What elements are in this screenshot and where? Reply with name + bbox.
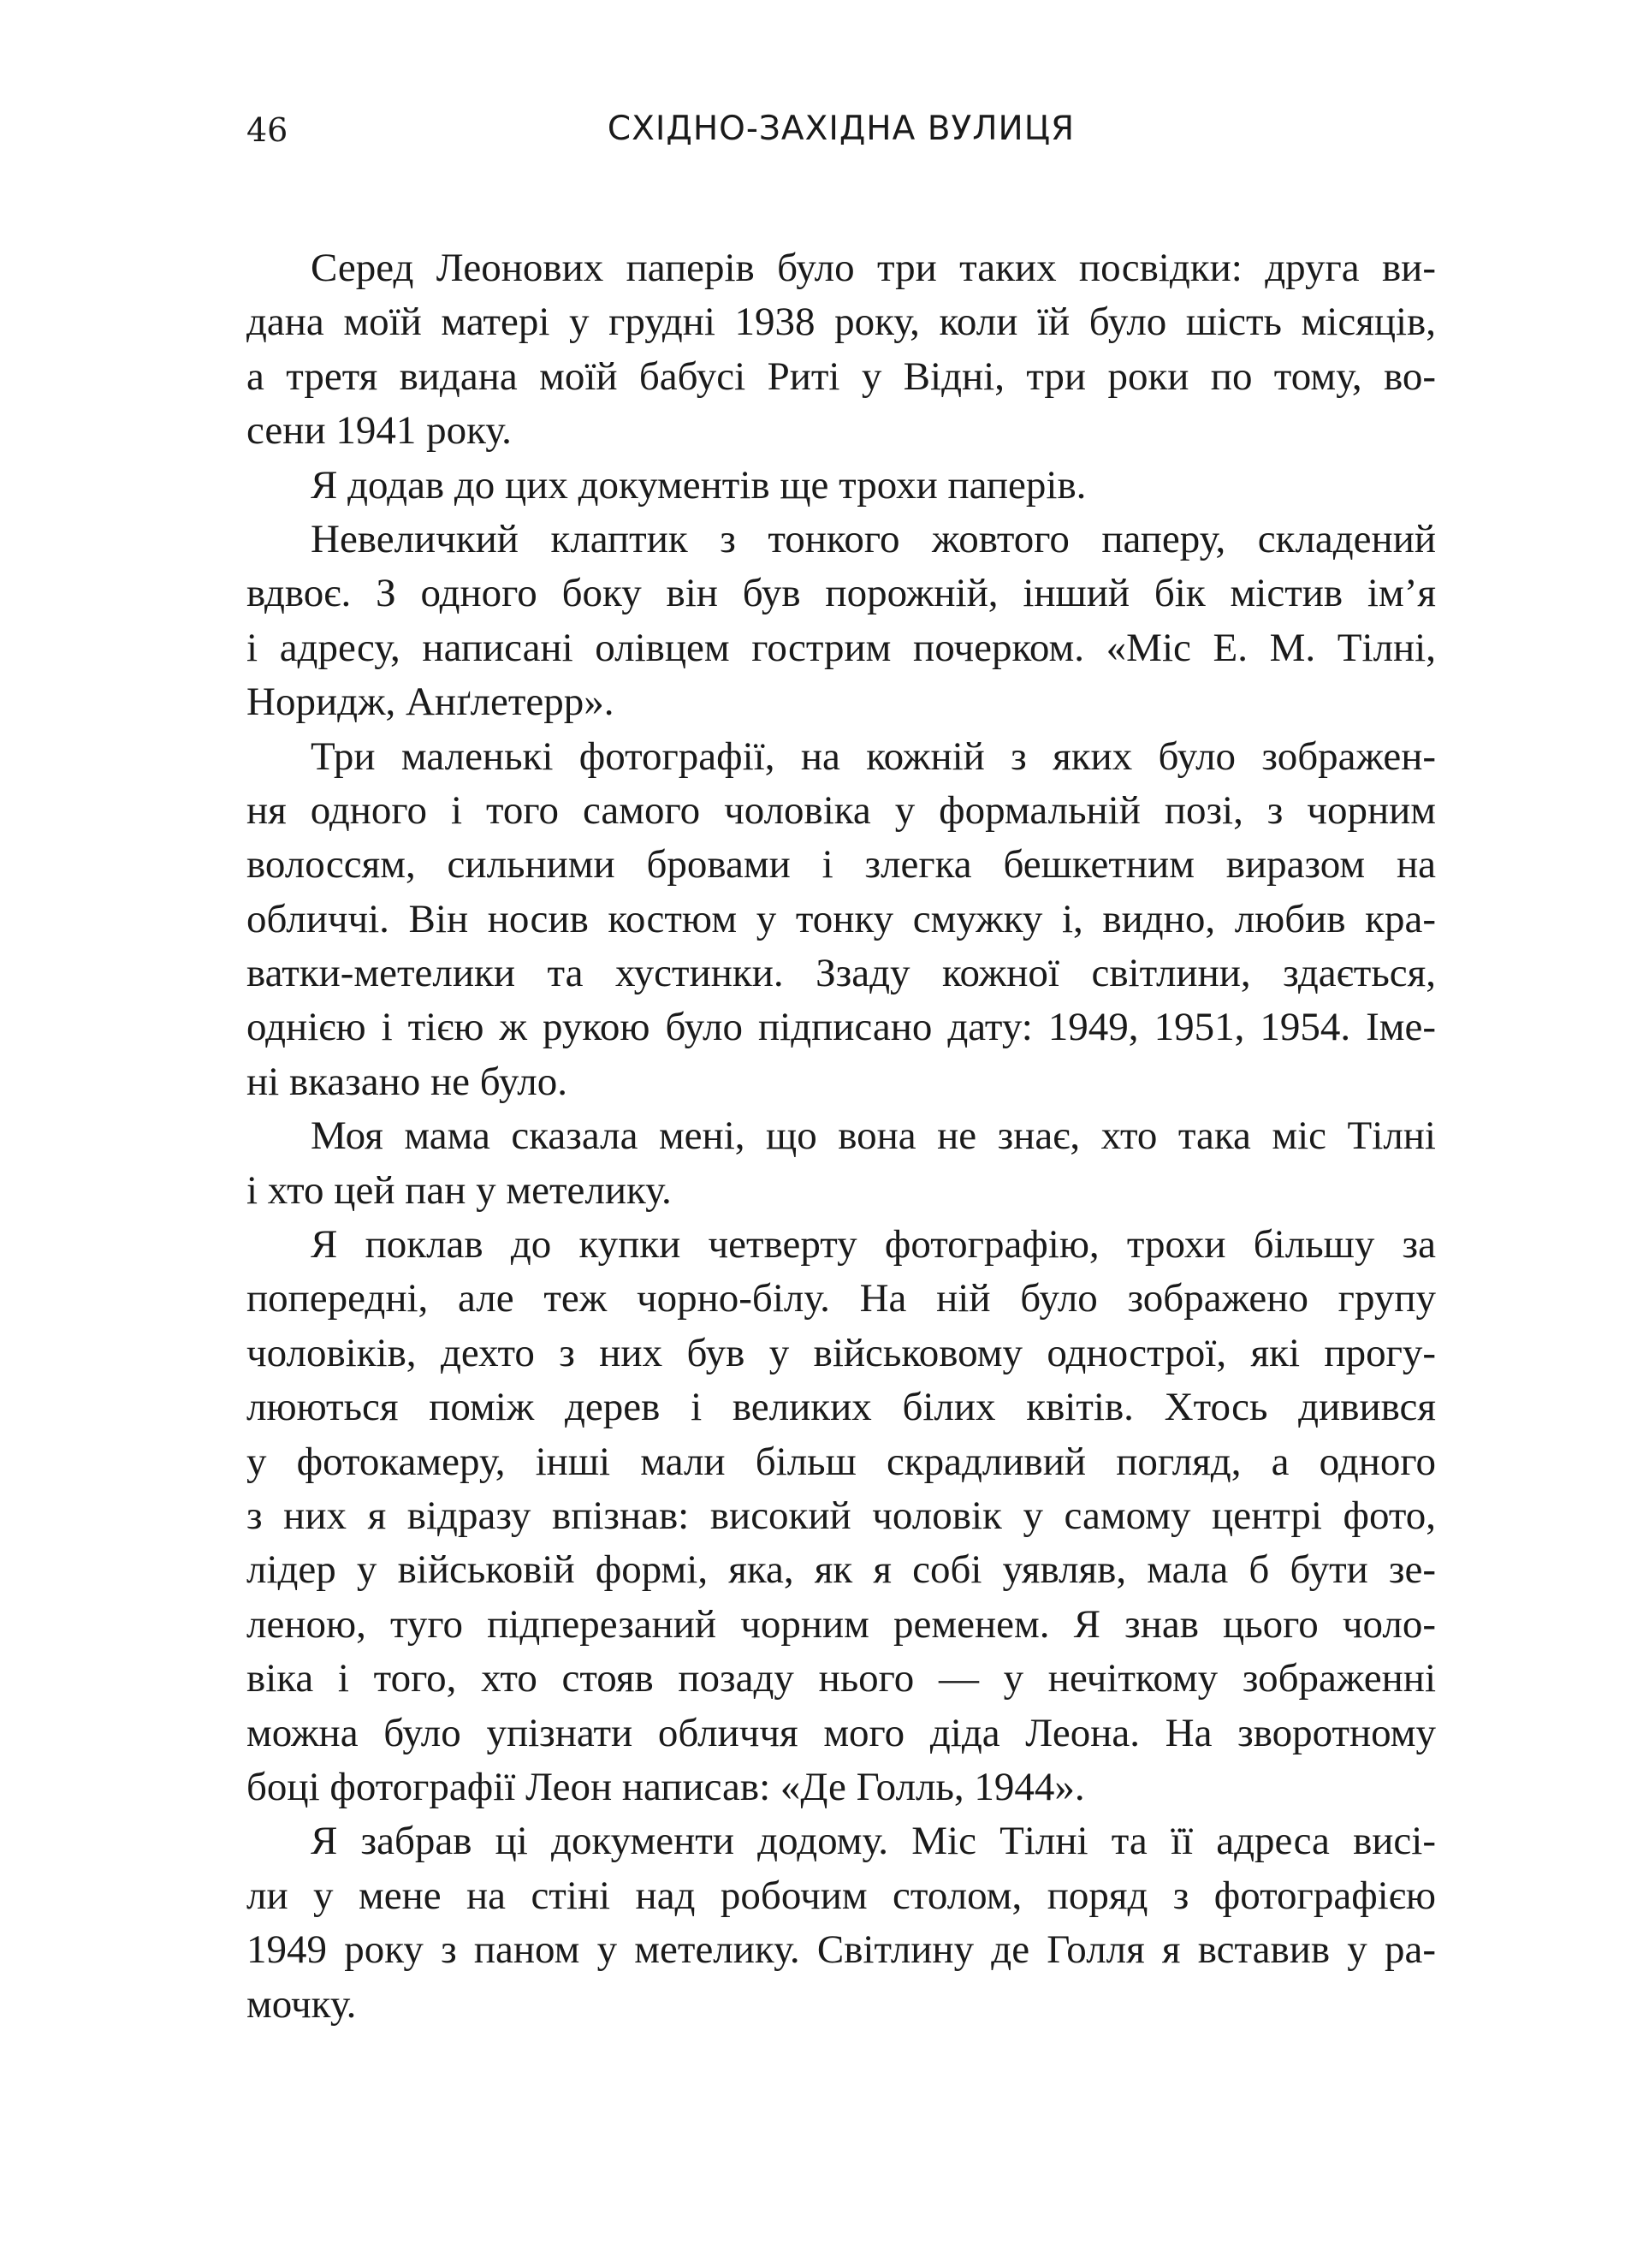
text-line: і адресу, написані олівцем гострим почерком. «Міс Е. М. Тілні, (246, 625, 1436, 670)
text-line: і хто цей пан у метелику. (246, 1167, 672, 1213)
text-line: Я забрав ці документи додому. Міс Тілні та її адреса висі- (311, 1819, 1436, 1864)
text-line: з них я відразу впізнав: високий чоловік у самому центрі фото, (246, 1493, 1436, 1538)
text-line: ня одного і того самого чоловіка у формальній позі, з чорним (246, 787, 1436, 833)
text-line: лідер у військовій формі, яка, як я собі уявляв, мала б бути зе- (246, 1547, 1436, 1593)
running-title: СХІДНО-ЗАХІДНА ВУЛИЦЯ (607, 110, 1076, 148)
text-line: сени 1941 року. (246, 408, 512, 454)
text-line: волоссям, сильними бровами і злегка бешкетним виразом на (246, 842, 1436, 888)
text-line: Серед Леонових паперів було три таких посвідки: друга ви- (311, 246, 1436, 290)
paragraph (246, 241, 1436, 459)
page-header (246, 110, 1436, 161)
text-line: люються поміж дерев і великих білих квітів. Хтось дивився (246, 1385, 1436, 1430)
text-line: 1949 року з паном у метелику. Світлину де Голля я вставив у ра- (246, 1927, 1436, 1973)
text-line: однією і тією ж рукою було підписано дату: 1949, 1951, 1954. Іме- (246, 1005, 1436, 1050)
text-line: ли у мене на стіні над робочим столом, поряд з фотографією (246, 1873, 1436, 1918)
text-line: Я додав до цих документів ще трохи паперів. (311, 462, 1087, 508)
paragraph (246, 730, 1436, 1110)
text-line: віка і того, хто стояв позаду нього — у нечіткому зображенні (246, 1656, 1436, 1701)
paragraph (246, 459, 1436, 513)
page-number: 46 (246, 111, 288, 149)
text-line: леною, туго підперезаний чорним ременем. Я знав цього чоло- (246, 1601, 1436, 1647)
paragraph (246, 1814, 1436, 2032)
text-line: обличчі. Він носив костюм у тонку смужку і, видно, любив кра- (246, 896, 1436, 941)
text-line: Три маленькі фотографії, на кожній з яких було зображен- (311, 733, 1436, 779)
text-line: Я поклав до купки четверту фотографію, трохи більшу за (311, 1222, 1436, 1268)
text-line: ні вказано не було. (246, 1059, 567, 1104)
paragraph (246, 513, 1436, 730)
text-line: а третя видана моїй бабусі Риті у Відні, три роки по тому, во- (246, 353, 1436, 399)
text-line: дана моїй матері у грудні 1938 року, коли їй було шість місяців, (246, 300, 1436, 345)
text-line: Моя мама сказала мені, що вона не знає, хто така міс Тілні (311, 1113, 1436, 1159)
text-line: можна було упізнати обличчя мого діда Леона. На зворотному (246, 1710, 1436, 1755)
text-line: мочку. (246, 1981, 357, 2027)
text-line: ватки-метелики та хустинки. Ззаду кожної світлини, здається, (246, 951, 1436, 996)
text-line: Невеличкий клаптик з тонкого жовтого паперу, складений (311, 516, 1436, 561)
text-line: вдвоє. З одного боку він був порожній, інший бік містив ім’я (246, 571, 1436, 616)
text-line: боці фотографії Леон написав: «Де Голль, 1944». (246, 1764, 1085, 1809)
text-line: Норидж, Анґлетерр». (246, 680, 614, 725)
text-line: чоловіків, дехто з них був у військовому однострої, які прогу- (246, 1330, 1436, 1375)
body-text (246, 241, 1436, 2032)
paragraph (246, 1109, 1436, 1218)
text-line: у фотокамеру, інші мали більш скрадливий погляд, а одного (246, 1439, 1436, 1484)
paragraph (246, 1218, 1436, 1814)
text-line: попередні, але теж чорно-білу. На ній було зображено групу (246, 1276, 1436, 1321)
